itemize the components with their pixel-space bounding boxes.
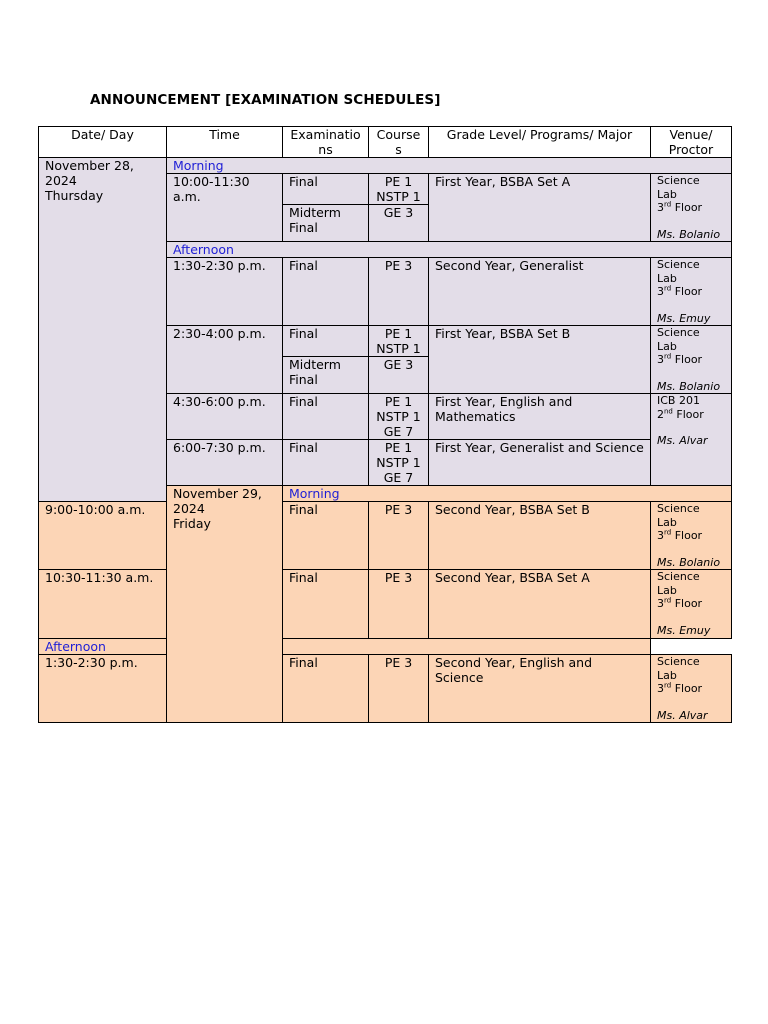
exam-cell: Final — [283, 394, 369, 440]
exam-cell: Final — [283, 655, 369, 723]
course-cell: PE 1 NSTP 1 — [369, 326, 429, 357]
venue-cell: Science Lab 3rd Floor Ms. Bolanio — [651, 326, 732, 394]
grade-cell: Second Year, BSBA Set A — [429, 570, 651, 639]
exam-cell: Midterm Final — [283, 357, 369, 394]
date-cell-nov-29: November 29, 2024 Friday — [167, 486, 283, 723]
table-row — [39, 655, 732, 723]
course-cell: PE 3 — [369, 655, 429, 723]
header-date: Date/ Day — [39, 127, 167, 158]
exam-cell: Final — [283, 502, 369, 570]
session-label-morning: Morning — [283, 486, 732, 502]
proctor-name: Ms. Emuy — [657, 311, 711, 325]
course-cell: PE 1 NSTP 1 GE 7 — [369, 440, 429, 486]
header-grade-level: Grade Level/ Programs/ Major — [429, 127, 651, 158]
grade-cell: First Year, BSBA Set B — [429, 326, 651, 394]
venue-cell: ICB 201 2nd Floor Ms. Alvar — [651, 394, 732, 486]
grade-cell: First Year, English and Mathematics — [429, 394, 651, 440]
venue-cell: Science Lab 3rd Floor Ms. Emuy — [651, 570, 732, 639]
grade-cell: Second Year, BSBA Set B — [429, 502, 651, 570]
session-row-afternoon — [39, 639, 732, 655]
proctor-name: Ms. Bolanio — [657, 227, 721, 241]
time-cell: 1:30-2:30 p.m. — [39, 655, 167, 723]
table-header-row — [39, 127, 732, 158]
header-time: Time — [167, 127, 283, 158]
course-cell: PE 1 NSTP 1 — [369, 174, 429, 205]
time-cell: 2:30-4:00 p.m. — [167, 326, 283, 394]
time-cell: 6:00-7:30 p.m. — [167, 440, 283, 486]
announcement-title: ANNOUNCEMENT [EXAMINATION SCHEDULES] — [90, 92, 441, 108]
exam-cell: Final — [283, 174, 369, 205]
session-row-morning — [39, 158, 732, 174]
course-cell: GE 3 — [369, 357, 429, 394]
header-venue-proctor: Venue/ Proctor — [651, 127, 732, 158]
grade-cell: First Year, Generalist and Science — [429, 440, 651, 486]
time-cell: 1:30-2:30 p.m. — [167, 258, 283, 326]
course-cell: PE 1 NSTP 1 GE 7 — [369, 394, 429, 440]
proctor-name: Ms. Alvar — [657, 708, 708, 722]
venue-cell: Science Lab 3rd Floor Ms. Bolanio — [651, 502, 732, 570]
session-label-afternoon: Afternoon — [167, 242, 732, 258]
course-cell: GE 3 — [369, 205, 429, 242]
table-row — [39, 502, 732, 570]
proctor-name: Ms. Alvar — [657, 434, 708, 447]
time-cell: 4:30-6:00 p.m. — [167, 394, 283, 440]
header-examinations: Examinatio ns — [283, 127, 369, 158]
proctor-name: Ms. Emuy — [657, 623, 711, 637]
exam-cell: Final — [283, 570, 369, 639]
exam-cell: Final — [283, 258, 369, 326]
grade-cell: First Year, BSBA Set A — [429, 174, 651, 242]
proctor-name: Ms. Bolanio — [657, 379, 721, 393]
date-cell-nov-28: November 28, 2024 Thursday — [39, 158, 167, 502]
exam-cell: Midterm Final — [283, 205, 369, 242]
grade-cell: Second Year, Generalist — [429, 258, 651, 326]
venue-cell: Science Lab 3rd Floor Ms. Emuy — [651, 258, 732, 326]
proctor-name: Ms. Bolanio — [657, 555, 721, 569]
session-label-morning: Morning — [167, 158, 732, 174]
exam-cell: Final — [283, 440, 369, 486]
venue-cell: Science Lab 3rd Floor Ms. Alvar — [651, 655, 732, 723]
course-cell: PE 3 — [369, 258, 429, 326]
header-courses: Course s — [369, 127, 429, 158]
venue-cell: Science Lab 3rd Floor Ms. Bolanio — [651, 174, 732, 242]
session-label-afternoon: Afternoon — [39, 639, 651, 655]
exam-schedule-table — [38, 126, 732, 723]
table-row — [39, 570, 732, 639]
time-cell: 10:30-11:30 a.m. — [39, 570, 167, 639]
time-cell: 9:00-10:00 a.m. — [39, 502, 167, 570]
course-cell: PE 3 — [369, 570, 429, 639]
time-cell: 10:00-11:30 a.m. — [167, 174, 283, 242]
exam-cell: Final — [283, 326, 369, 357]
course-cell: PE 3 — [369, 502, 429, 570]
grade-cell: Second Year, English and Science — [429, 655, 651, 723]
